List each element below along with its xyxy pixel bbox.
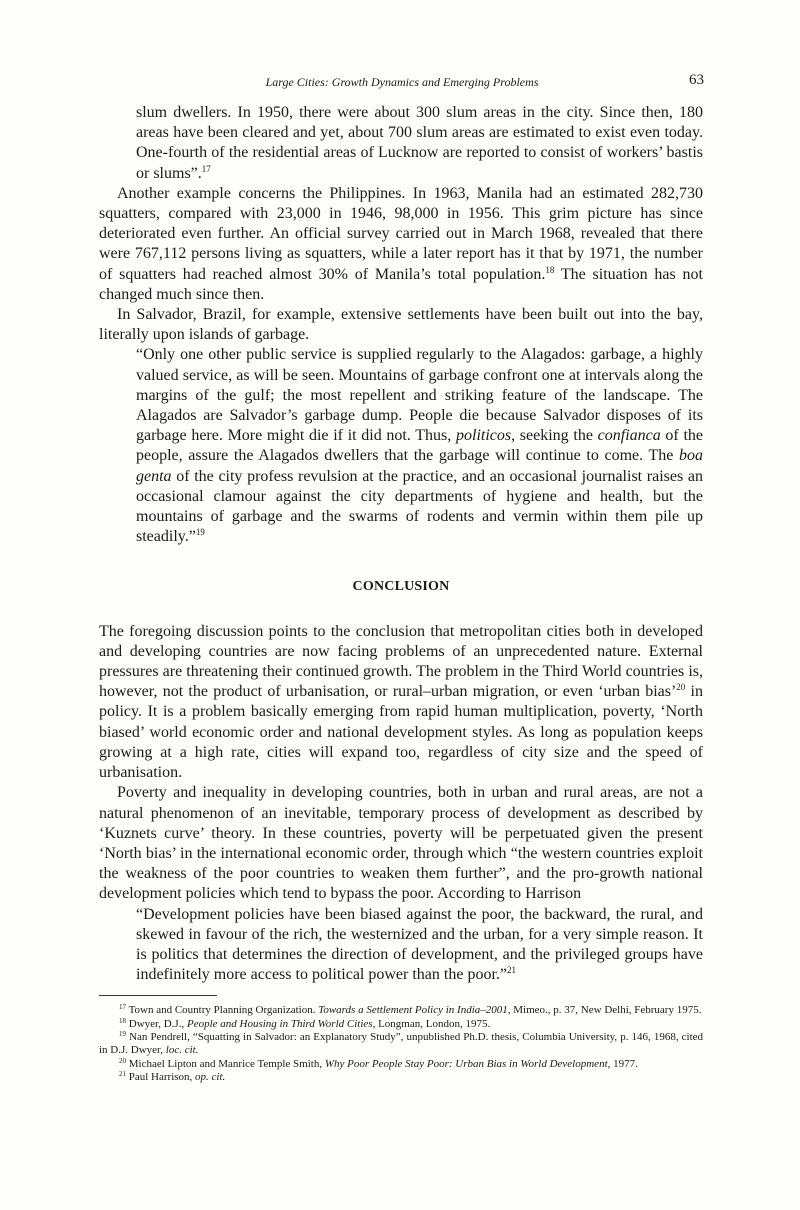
- footnote-text: , 1977.: [607, 1057, 638, 1070]
- quote-text: “Development policies have been biased against the poor, the backward, the rural, and skewed in favour of the rich, the westernized and the urban, for a very simple reason. It is politics that determines the direction of development, and the privileged groups have indefinitely more access to political power than the poor.”: [136, 905, 703, 984]
- block-quote-alagados: [99, 345, 703, 547]
- running-header: [100, 72, 704, 92]
- footnote-title: op. cit.: [195, 1070, 226, 1083]
- footnote-title: loc. cit.: [165, 1044, 199, 1057]
- paragraph-text: slum dwellers. In 1950, there were about 300 slum areas in the city. Since then, 180 areas have been cleared and yet, about 700 slum areas are estimated to exist even today. One-fourth of the residential areas of Lucknow are reported to consist of workers’ bastis or slums”.: [136, 104, 703, 182]
- footnote-20: [99, 1058, 703, 1071]
- quote-text: of the people, assure the Alagados dwellers that the garbage will continue to come. The: [136, 427, 704, 465]
- footnotes: [99, 1004, 703, 1084]
- quote-text: , seeking the: [511, 427, 598, 445]
- footnote-ref: 20: [676, 682, 686, 693]
- footnote-title: People and Housing in Third World Cities: [186, 1017, 373, 1030]
- block-quote-harrison: [99, 905, 703, 986]
- paragraph-conclusion-1: [99, 622, 703, 784]
- paragraph-conclusion-2: Poverty and inequality in developing countries, both in urban and rural areas, are not a natural phenomenon of an inevitable, temporary process of development as described by ‘Kuznets curve’ theory. In these countries, poverty will be perpetuated given the present ‘North bias’ in the international economic order, through which “the western countries exploit the weakness of the poor countries to weaken them further”, and the pro-growth national development policies which tend to bypass the poor. According to Harrison: [99, 784, 703, 903]
- footnote-number: 20: [119, 1056, 126, 1065]
- paragraph-salvador: In Salvador, Brazil, for example, extensive settlements have been built out into the bay, literally upon islands of garbage.: [99, 306, 703, 344]
- paragraph-text: The situation has not changed much since then.: [99, 265, 703, 303]
- quote-text: of the city profess revulsion at the practice, and an occasional journalist raises an occasional clamour against the city departments of hygiene and health, but the mountains of garbage and the swarms of rodents and vermin within them pile up steadily.”: [136, 467, 703, 546]
- footnote-ref: 21: [507, 965, 516, 976]
- paragraph-text: The foregoing discussion points to the conclusion that metropolitan cities both in developed and developing countries are now facing problems of an unprecedented nature. External pressures are threatening their continued growth. The problem in the Third World countries is, however, not the product of urbanisation, or rural–urban migration, or even ‘urban bias’: [99, 622, 703, 701]
- footnote-ref: 18: [545, 264, 555, 275]
- footnote-ref: 19: [195, 527, 205, 538]
- main-text: [99, 103, 703, 1084]
- quote-italic: confianca: [597, 427, 661, 445]
- footnote-ref: 17: [201, 163, 211, 174]
- footnote-text: Town and Country Planning Organization.: [128, 1004, 319, 1017]
- running-title: Large Cities: Growth Dynamics and Emerging Problems: [265, 75, 539, 89]
- footnote-title: Towards a Settlement Policy in India–2001: [318, 1004, 508, 1017]
- section-heading: CONCLUSION: [352, 579, 450, 595]
- footnote-number: 18: [119, 1016, 126, 1025]
- footnote-17: [99, 1004, 703, 1017]
- footnote-text: Nan Pendrell, “Squatting in Salvador: an Explanatory Study”, unpublished Ph.D. thesis, Columbia University, p. 146, 1968, cited in D.J. Dwyer,: [99, 1030, 704, 1057]
- footnote-text: , Longman, London, 1975.: [372, 1017, 491, 1030]
- page-number: 63: [689, 72, 704, 88]
- footnote-18: [99, 1018, 703, 1031]
- footnote-text: , Mimeo., p. 37, New Delhi, February 1975.: [507, 1004, 702, 1017]
- quote-text: “Only one other public service is supplied regularly to the Alagados: garbage, a highly valued service, as will be seen. Mountains of garbage confront one at intervals along the margins of the gulf; the most repellent and striking feature of the landscape. The Alagados are Salvador’s garbage dump. People die because Salvador disposes of its garbage here. More might die if it did not. Thus,: [136, 346, 703, 445]
- paragraph-text: in policy. It is a problem basically emerging from rapid human multiplication, poverty, ‘North biased’ world economic order and national development styles. As long as population keeps growing at a high rate, cities will expand too, regardless of city size and the speed of urbanisation.: [99, 683, 703, 782]
- footnote-19: [99, 1031, 703, 1058]
- footnote-rule: [99, 995, 217, 996]
- quote-continuation: [99, 103, 703, 184]
- footnote-21: [99, 1071, 703, 1084]
- footnote-number: 21: [119, 1069, 126, 1078]
- footnote-text: Paul Harrison,: [128, 1070, 196, 1083]
- footnote-title: Why Poor People Stay Poor: Urban Bias in World Development: [324, 1057, 608, 1070]
- footnote-text: Dwyer, D.J.,: [128, 1017, 187, 1030]
- footnote-text: Michael Lipton and Manrice Temple Smith,: [128, 1057, 325, 1070]
- paragraph-philippines: [99, 184, 703, 305]
- quote-italic: politicos: [456, 427, 512, 445]
- quote-italic: boa genta: [136, 447, 703, 485]
- footnote-number: 17: [119, 1003, 126, 1012]
- footnote-number: 19: [119, 1029, 126, 1038]
- paragraph-text: Another example concerns the Philippines. In 1963, Manila had an estimated 282,730 squatters, compared with 23,000 in 1946, 98,000 in 1956. This grim picture has since deteriorated even further. An official survey carried out in March 1968, revealed that there were 767,112 persons living as squatters, while a later report has it that by 1971, the number of squatters had reached almost 30% of Manila’s total population.: [99, 184, 703, 283]
